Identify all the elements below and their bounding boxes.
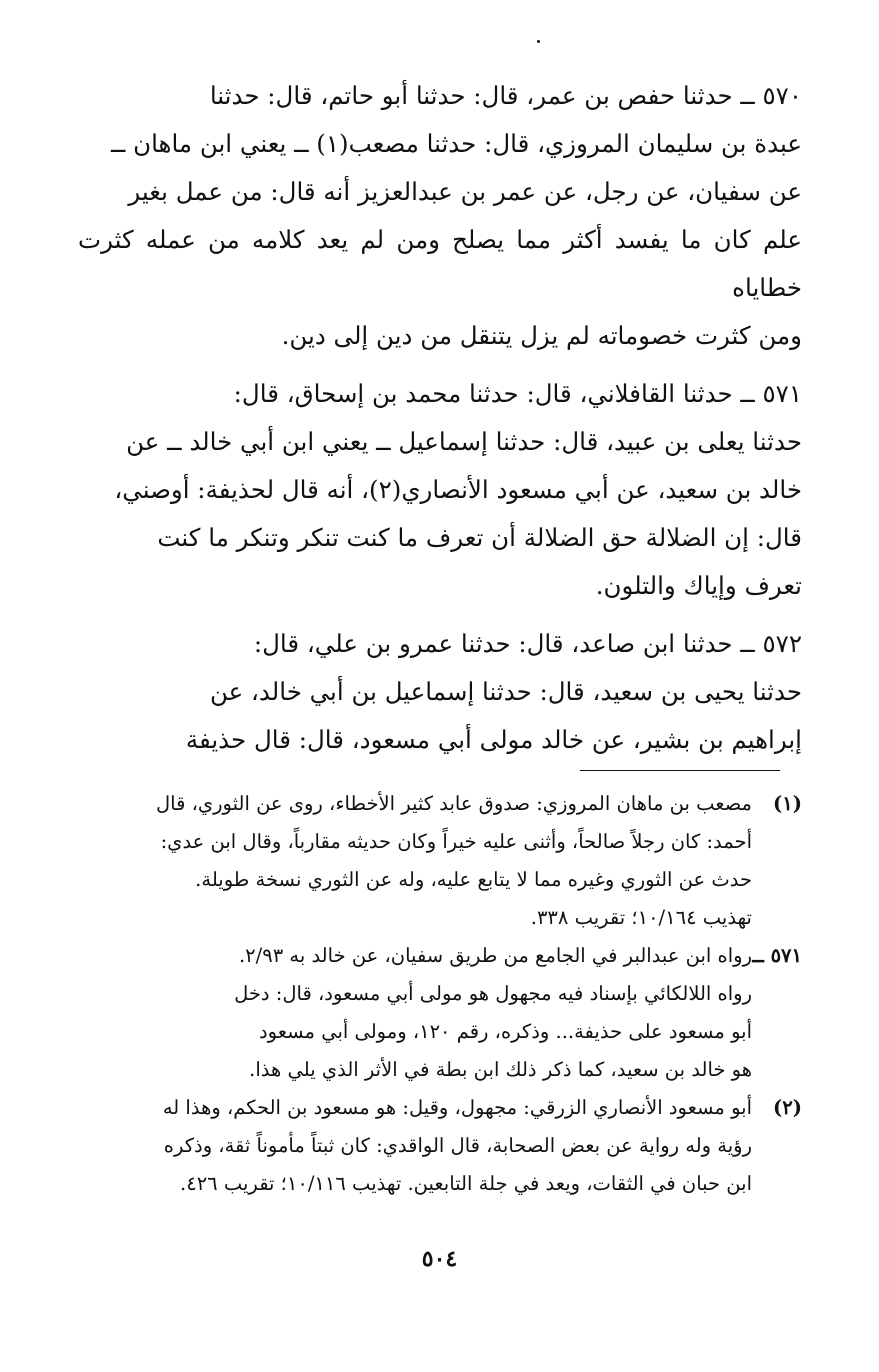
footnote-mark: (١) bbox=[773, 792, 802, 815]
footnote-separator bbox=[580, 770, 780, 771]
narration-572 bbox=[78, 620, 802, 764]
footnote-line: ابن حبان في الثقات، ويعد في جلة التابعين. تهذيب ١٠/١١٦؛ تقريب ٤٢٦. bbox=[180, 1172, 752, 1195]
footnote-line: أحمد: كان رجلاً صالحاً، وأثنى عليه خيراً وكان حديثه مقارباً، وقال ابن عدي: bbox=[160, 830, 752, 853]
text-line: ٥٧٠ ــ حدثنا حفص بن عمر، قال: حدثنا أبو حاتم، قال: حدثنا bbox=[209, 81, 802, 110]
footnote-text bbox=[78, 937, 752, 1089]
text-line: حدثنا يحيى بن سعيد، قال: حدثنا إسماعيل بن أبي خالد، عن bbox=[209, 677, 802, 706]
footnote-line: أبو مسعود الأنصاري الزرقي: مجهول، وقيل: هو مسعود بن الحكم، وهذا له bbox=[162, 1096, 752, 1119]
footnote-line: مصعب بن ماهان المروزي: صدوق عابد كثير الأخطاء، روى عن الثوري، قال bbox=[155, 792, 752, 815]
footnote-571 bbox=[78, 937, 802, 1089]
text-line: عبدة بن سليمان المروزي، قال: حدثنا مصعب(١) ــ يعني ابن ماهان ــ bbox=[110, 129, 802, 158]
main-text bbox=[78, 72, 802, 774]
footnote-line: تهذيب ١٠/١٦٤؛ تقريب ٣٣٨. bbox=[530, 906, 752, 929]
text-line: علم كان ما يفسد أكثر مما يصلح ومن لم يعد كلامه من عمله كثرت خطاياه bbox=[78, 225, 802, 302]
page-number: ٥٠٤ bbox=[421, 1246, 458, 1272]
footnote-mark: ٥٧١ ــ bbox=[752, 944, 802, 967]
narration-571 bbox=[78, 370, 802, 610]
text-line: خالد بن سعيد، عن أبي مسعود الأنصاري(٢)، أنه قال لحذيفة: أوصني، bbox=[114, 475, 802, 504]
footnote-line: أبو مسعود على حذيفة... وذكره، رقم ١٢٠، ومولى أبي مسعود bbox=[258, 1020, 752, 1043]
footnote-2 bbox=[78, 1089, 802, 1203]
footnote-1 bbox=[78, 785, 802, 937]
page-speck bbox=[537, 40, 540, 43]
footnote-line: رواه اللالكائي بإسناد فيه مجهول هو مولى أبي مسعود، قال: دخل bbox=[234, 982, 752, 1005]
footnote-line: هو خالد بن سعيد، كما ذكر ذلك ابن بطة في الأثر الذي يلي هذا. bbox=[249, 1058, 752, 1081]
text-line: قال: إن الضلالة حق الضلالة أن تعرف ما كنت تنكر وتنكر ما كنت bbox=[157, 523, 802, 552]
footnote-line: حدث عن الثوري وغيره مما لا يتابع عليه، وله عن الثوري نسخة طويلة. bbox=[195, 868, 752, 891]
footnote-text bbox=[78, 1089, 752, 1203]
text-line: ٥٧٢ ــ حدثنا ابن صاعد، قال: حدثنا عمرو بن علي، قال: bbox=[253, 629, 802, 658]
text-line: إبراهيم بن بشير، عن خالد مولى أبي مسعود، قال: قال حذيفة bbox=[185, 725, 802, 754]
text-line: عن سفيان، عن رجل، عن عمر بن عبدالعزيز أنه قال: من عمل بغير bbox=[128, 177, 802, 206]
text-line: ٥٧١ ــ حدثنا القافلاني، قال: حدثنا محمد بن إسحاق، قال: bbox=[233, 379, 802, 408]
footnote-text bbox=[78, 785, 752, 937]
footnotes bbox=[78, 785, 802, 1203]
footnote-line: رواه ابن عبدالبر في الجامع من طريق سفيان، عن خالد به ٢/٩٣. bbox=[238, 944, 752, 967]
footnote-line: رؤية وله رواية عن بعض الصحابة، قال الواقدي: كان ثبتاً مأموناً ثقة، وذكره bbox=[163, 1134, 752, 1157]
narration-570 bbox=[78, 72, 802, 360]
footnote-mark: (٢) bbox=[773, 1096, 802, 1119]
text-line: تعرف وإياك والتلون. bbox=[595, 571, 802, 600]
text-line: حدثنا يعلى بن عبيد، قال: حدثنا إسماعيل ــ يعني ابن أبي خالد ــ عن bbox=[126, 427, 802, 456]
text-line: ومن كثرت خصوماته لم يزل يتنقل من دين إلى دين. bbox=[281, 321, 802, 350]
